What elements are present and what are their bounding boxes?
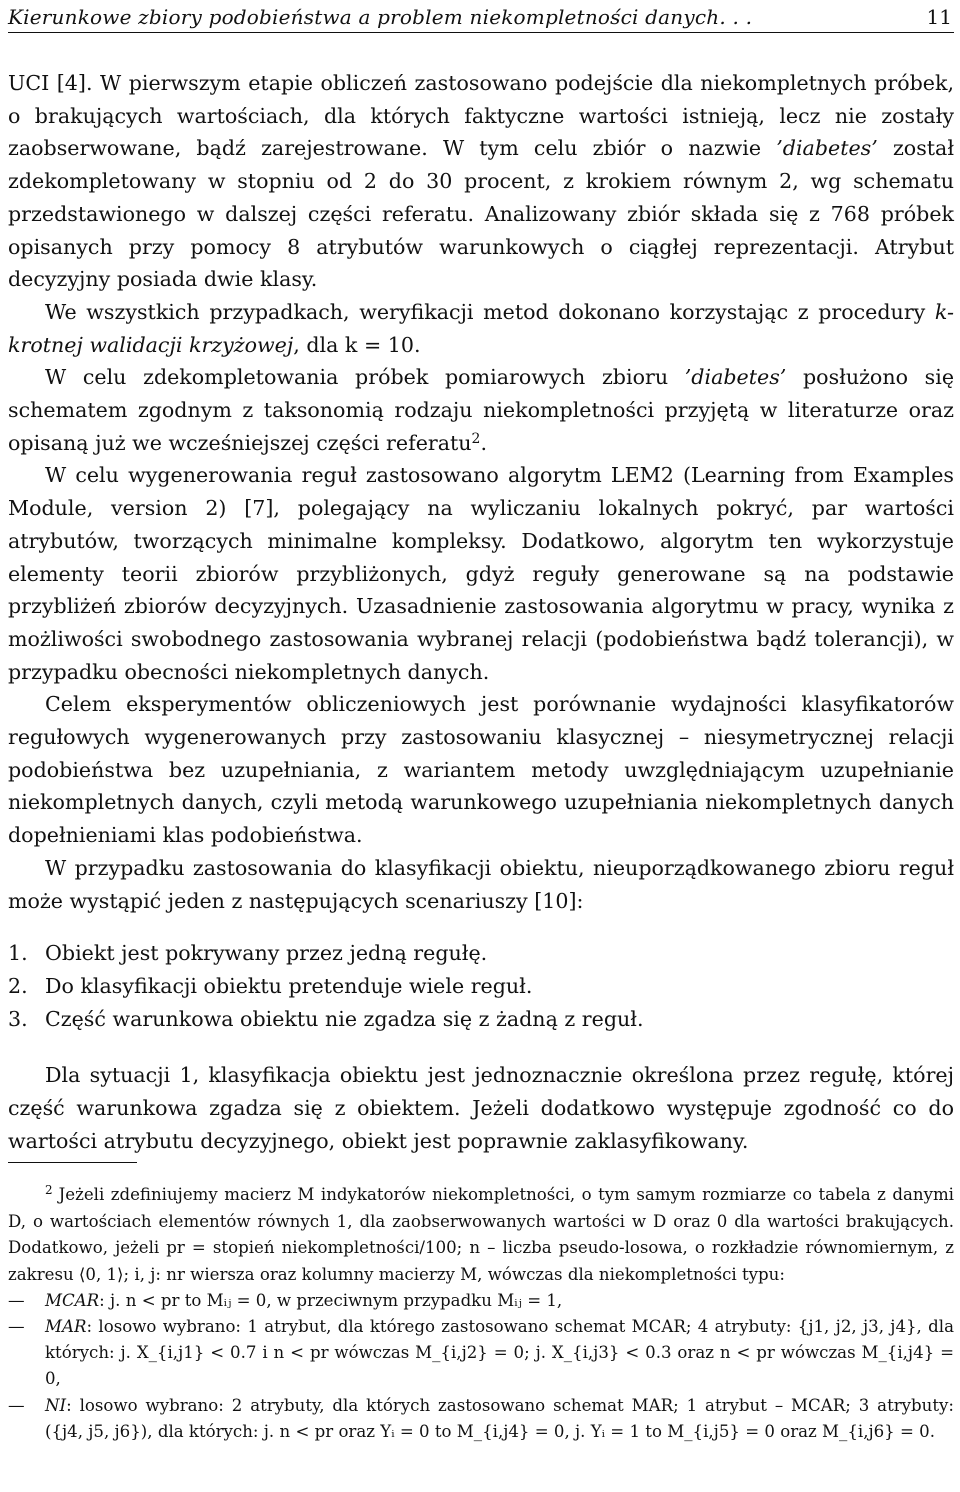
paragraph-text: . — [480, 430, 488, 455]
list-item-text: Obiekt jest pokrywany przez jedną regułę. — [45, 941, 488, 966]
paragraph-text: W celu zdekompletowania próbek pomiarowych zbioru — [45, 365, 685, 390]
list-item-text: : losowo wybrano: 2 atrybuty, dla których zastosowano schemat MAR; 1 atrybut – MCAR; 3 atrybuty: ({j4, j5, j6}), dla których: j. n < pr oraz Yᵢ = 0 to M_{i,j4} = 0, j. Yᵢ = 1 to M_{i,j5} = 0 oraz M_{i,j6} = 0. — [45, 1395, 954, 1441]
paragraph-decompletion — [8, 361, 954, 459]
main-text — [8, 67, 954, 1158]
list-item — [8, 1003, 954, 1036]
running-header — [8, 2, 954, 33]
list-item-text: : losowo wybrano: 1 atrybut, dla którego zastosowano schemat MCAR; 4 atrybuty: {j1, j2, j3, j4}, dla których: j. X_{i,j1} < 0.7 i n < pr wówczas M_{i,j2} = 0; j. X_{i,j3} < 0.3 oraz n < pr wówczas M_{i,j4} = 0, — [45, 1317, 954, 1389]
footnote-rule — [8, 1162, 137, 1163]
mechanism-label: NI — [45, 1395, 67, 1415]
list-item-text: Część warunkowa obiektu nie zgadza się z żadną z reguł. — [45, 1006, 644, 1031]
list-number: 2. — [8, 973, 28, 998]
footnote — [8, 1182, 954, 1445]
page-number: 11 — [926, 5, 952, 29]
list-item-text: Do klasyfikacji obiektu pretenduje wiele reguł. — [45, 973, 533, 998]
paragraph-text: został zdekompletowany w stopniu od 2 do 30 procent, z krokiem równym 2, wg schematu przedstawionego w dalszej części referatu. Analizowany zbiór składa się z 768 próbek opisanych przy pomocy 8 atrybutów warunkowych o ciągłej reprezentacji. Atrybut decyzyjny posiada dwie klasy. — [8, 136, 954, 292]
footnote-list — [8, 1288, 954, 1445]
list-item — [8, 1393, 954, 1445]
list-dash: — — [8, 1290, 25, 1310]
paragraph-text: posłużono się schematem zgodnym z taksonomią rodzaju niekompletności przyjętą w literaturze oraz opisaną już we wcześniejszej części referatu — [8, 365, 955, 455]
list-item — [8, 937, 954, 970]
paragraph-experiments: Celem eksperymentów obliczeniowych jest porównanie wydajności klasyfikatorów regułowych wygenerowanych przy zastosowaniu klasycznej – niesymetrycznej relacji podobieństwa bez uzupełniania, z wariantem metody uwzględniającym uzupełnianie niekompletnych danych, czyli metodą warunkowego uzupełniania niekompletnych danych dopełnieniami klas podobieństwa. — [8, 692, 954, 848]
list-number: 1. — [8, 941, 28, 966]
list-item — [8, 970, 954, 1003]
paragraph-classification: W przypadku zastosowania do klasyfikacji obiektu, nieuporządkowanego zbioru reguł może wystąpić jeden z następujących scenariuszy [10]: — [8, 855, 954, 913]
mechanism-label: MCAR — [45, 1290, 100, 1310]
paragraph-text: , dla k = 10. — [293, 332, 421, 357]
paragraph-text: UCI [4]. W pierwszym etapie obliczeń zastosowano podejście dla niekompletnych próbek, o brakujących wartościach, dla których faktyczne wartości istnieją, lecz nie zostały zaobserwowane, bądź zarejestrowane. W tym celu zbiór o nazwie — [8, 71, 954, 161]
footnote-text: Jeżeli zdefiniujemy macierz M indykatorów niekompletności, o tym samym rozmiarze co tabela z danymi D, o wartościach elementów równych 1, dla zaobserwowanych wartości w D oraz 0 dla wartości brakujących. Dodatkowo, jeżeli pr = stopień niekompletności/100; n – liczba pseudo-losowa, o rozkładzie równomiernym, z zakresu ⟨0, 1⟩; i, j: nr wiersza oraz kolumny macierzy M, wówczas dla niekompletności typu: — [8, 1185, 954, 1284]
list-number: 3. — [8, 1006, 28, 1031]
paragraph-dataset — [8, 67, 954, 296]
scenario-list — [8, 937, 954, 1035]
running-title: Kierunkowe zbiory podobieństwa a problem niekompletności danych. . . — [8, 5, 753, 29]
paragraph-text: We wszystkich przypadkach, weryfikacji metod dokonano korzystając z procedury — [45, 299, 935, 324]
paragraph-lem2: W celu wygenerowania reguł zastosowano algorytm LEM2 (Learning from Examples Module, version 2) [7], polegający na wyliczaniu lokalnych pokryć, par wartości atrybutów, tworzących minimalne kompleksy. Dodatkowo, algorytm ten wykorzystuje elementy teorii zbiorów przybliżonych, gdyż reguły generowane są na podstawie przybliżeń zbiorów decyzyjnych. Uzasadnienie zastosowania algorytmu w pracy, wynika z możliwości swobodnego zastosowania wybranej relacji (podobieństwa bądź tolerancji), w przypadku obecności niekompletnych danych. — [8, 463, 954, 684]
footnote-mark: 2 — [45, 1183, 53, 1198]
footnote-reference[interactable]: 2 — [471, 431, 481, 448]
paragraph-situation-1: Dla sytuacji 1, klasyfikacja obiektu jest jednoznacznie określona przez regułę, której część warunkowa zgadza się z obiektem. Jeżeli dodatkowo występuje zgodność co do wartości atrybutu decyzyjnego, obiekt jest poprawnie zaklasyfikowany. — [8, 1063, 954, 1153]
method-name: k-krotnej walidacji krzyżowej — [8, 299, 954, 357]
list-item-text: : j. n < pr to Mᵢⱼ = 0, w przeciwnym przypadku Mᵢⱼ = 1, — [99, 1290, 563, 1310]
list-dash: — — [8, 1317, 25, 1337]
dataset-name: ’diabetes’ — [776, 136, 878, 161]
list-dash: — — [8, 1395, 25, 1415]
mechanism-label: MAR — [45, 1317, 87, 1337]
list-item — [8, 1314, 954, 1393]
footnote-intro — [8, 1182, 954, 1288]
paragraph-validation — [8, 296, 954, 361]
dataset-name: ’diabetes’ — [684, 365, 787, 390]
list-item — [8, 1288, 954, 1314]
